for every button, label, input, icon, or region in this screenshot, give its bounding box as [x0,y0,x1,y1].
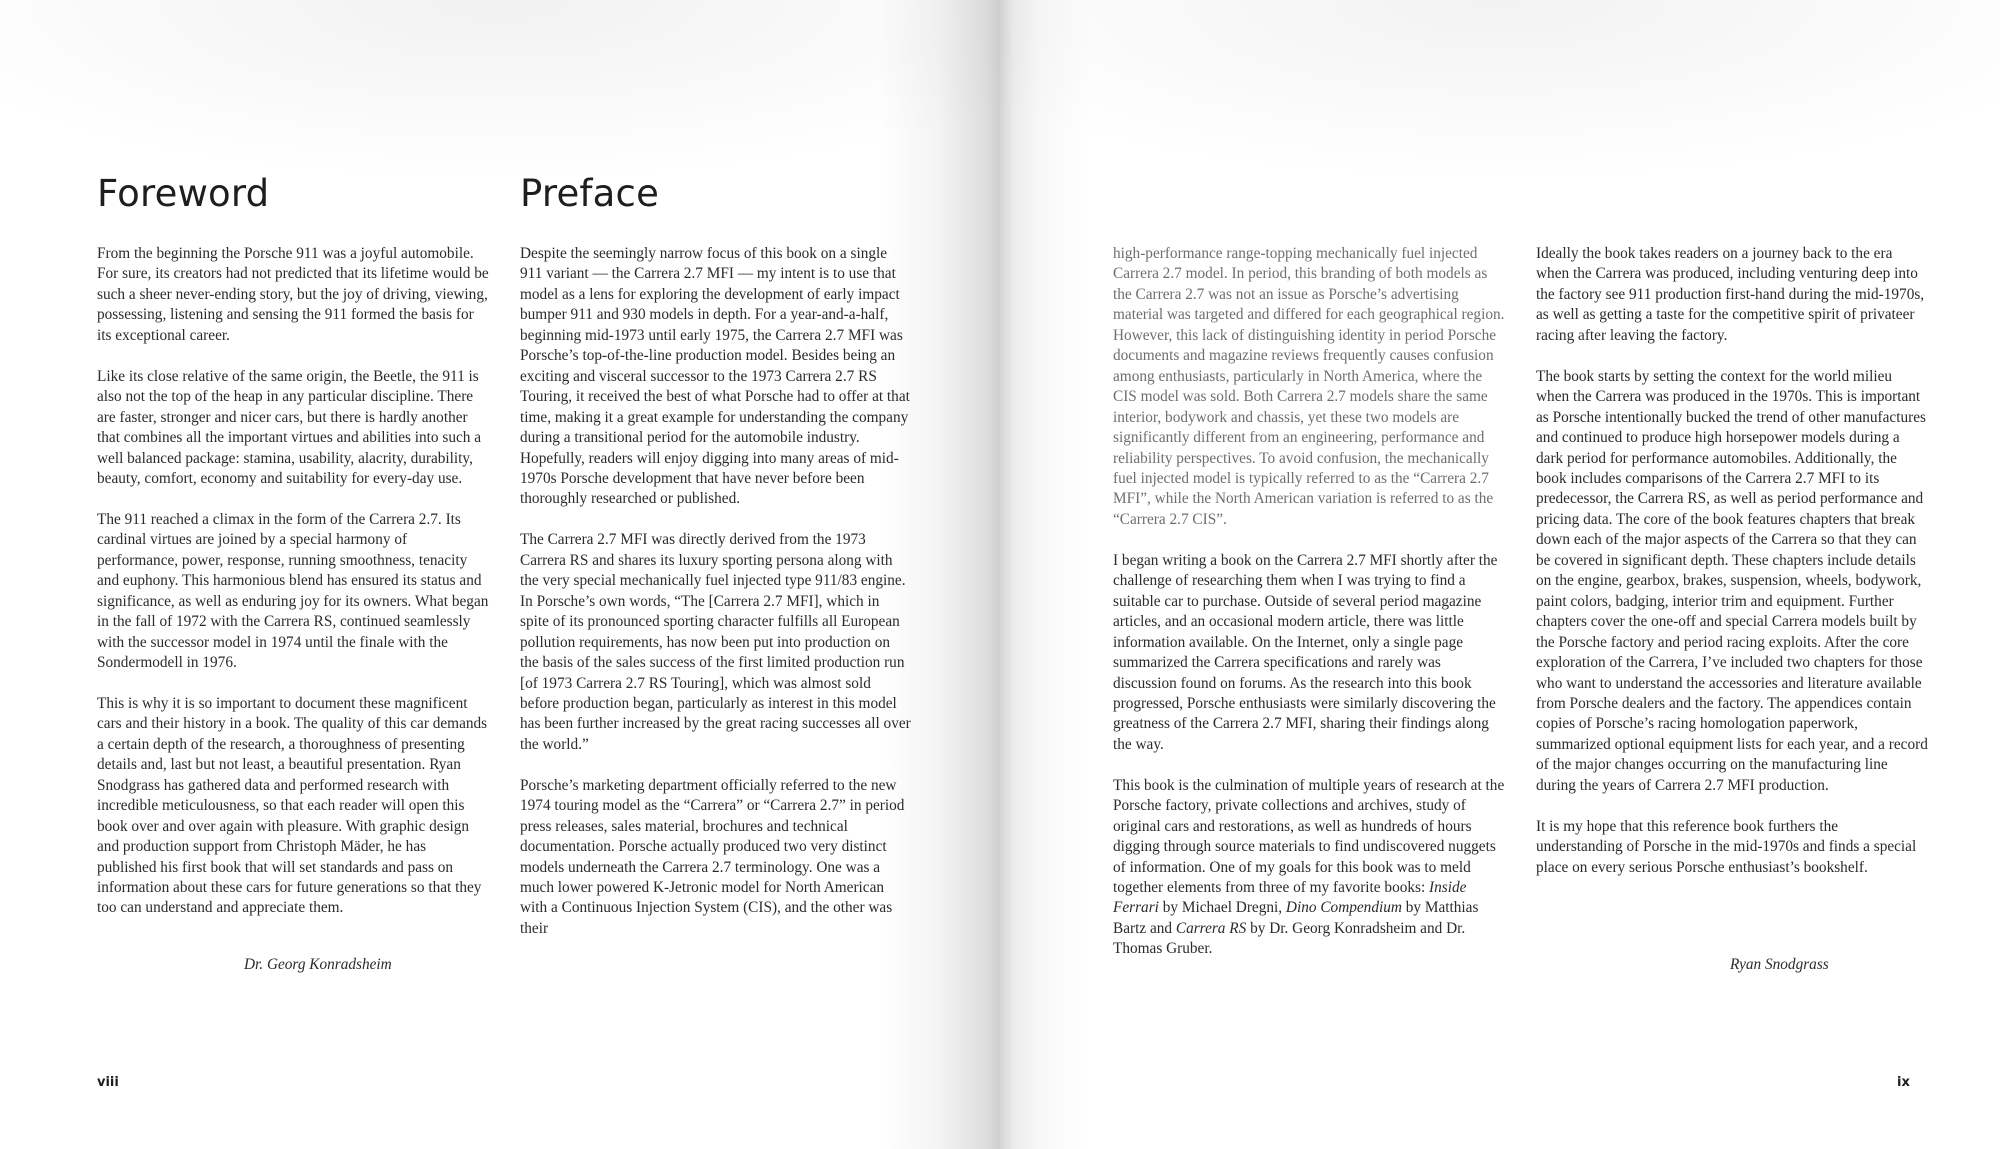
book-title: Dino Compendium [1285,899,1402,917]
preface-paragraph: I began writing a book on the Carrera 2.7 MFI shortly after the challenge of researching them when I was trying to find a suitable car to purchase. Outside of several period magazine articles, and an occasional modern article, there was little information available. On the Internet, only a single page summarized the Carrera specifications and rarely was discussion found on forums. As the research into this book progressed, Porsche enthusiasts were similarly discovering the greatness of the Carrera 2.7 MFI, sharing their findings along the way. [1113,551,1498,753]
foreword-body [97,244,489,919]
foreword-paragraph: This is why it is so important to document these magnificent cars and their history in a book. The quality of this car demands a certain depth of the research, a thoroughness of presenting details and, last but not least, a beautiful presentation. Ryan Snodgrass has gathered data and performed research with incredible meticulousness, so that each reader will open this book over and over again with pleasure. With graphic design and production support from Christoph Mäder, he has published his first book that will set standards and pass on information about these cars for future generations so that they too can understand and appreciate them. [97,694,488,917]
paragraph-text: by Matthias Bartz and [1113,899,1479,937]
preface-body-right-column-2 [1536,244,1928,878]
foreword-paragraph: From the beginning the Porsche 911 was a joyful automobile. For sure, its creators had not predicted that its lifetime would be such a sheer never-ending story, but the joy of driving, viewing, possessing, listening and sensing the 911 formed the basis for its exceptional career. [97,245,489,344]
preface-title: Preface [520,172,660,215]
preface-paragraph: It is my hope that this reference book furthers the understanding of Porsche in the mid-1970s and finds a special place on every serious Porsche enthusiast’s bookshelf. [1536,817,1917,876]
paragraph-text: by Dr. Georg Konradsheim and Dr. Thomas Gruber. [1113,919,1466,958]
foreword-signature: Dr. Georg Konradsheim [244,956,392,973]
foreword-title: Foreword [97,172,270,215]
right-page [1000,0,2000,1149]
preface-paragraph-with-book-titles [1113,776,1505,960]
paragraph-text: This book is the culmination of multiple years of research at the Porsche factory, private collections and archives, study of original cars and restorations, as well as hundreds of hours digging through source materials to find undiscovered nuggets of information. One of my goals for this book was to meld together elements from three of my favorite books: [1113,776,1505,897]
book-title: Inside Ferrari [1113,879,1467,917]
preface-paragraph: The Carrera 2.7 MFI was directly derived from the 1973 Carrera RS and shares its luxury sporting persona along with the very special mechanically fuel injected type 911/83 engine. In Porsche’s own words, “The [Carrera 2.7 MFI], which in spite of its pronounced sporting character fulfills all European pollution requirements, has now been put into production on the basis of the sales success of the first limited production run [of 1973 Carrera 2.7 RS Touring], which was almost sold before production began, particularly as interest in this model has been further increased by the great racing successes all over the world.” [520,531,911,753]
preface-paragraph: Ideally the book takes readers on a journey back to the era when the Carrera was produced, including venturing deep into the factory see 911 production first-hand during the mid-1970s, as well as getting a taste for the competitive spirit of privateer racing after leaving the factory. [1536,245,1925,344]
foreword-paragraph: The 911 reached a climax in the form of the Carrera 2.7. Its cardinal virtues are joined by a special harmony of performance, power, response, running smoothness, tenacity and euphony. This harmonious blend has ensured its status and significance, as well as enduring joy for its owners. What began in the fall of 1972 with the Carrera RS, continued seamlessly with the successor model in 1974 until the finale with the Sondermodell in 1976. [97,510,489,672]
preface-body-left [520,244,912,939]
preface-paragraph: The book starts by setting the context for the world milieu when the Carrera was produced in the 1970s. This is important as Porsche intentionally bucked the trend of other manufactures and continued to produce high horsepower models during a dark period for performance automobiles. Additionally, the book includes comparisons of the Carrera 2.7 MFI to its predecessor, the Carrera RS, as well as period performance and pricing data. The core of the book features chapters that break down each of the major aspects of the Carrera so that they can be covered in significant depth. These chapters include details on the engine, gearbox, brakes, suspension, wheels, bodywork, paint colors, badging, interior trim and equipment. Further chapters cover the one-off and special Carrera models built by the Porsche factory and period racing exploits. After the core exploration of the Carrera, I’ve included two chapters for those who want to understand the accessories and literature available from Porsche dealers and the factory. The appendices contain copies of Porsche’s racing homologation paperwork, summarized optional equipment lists for each year, and a record of the major changes occurring on the manufacturing line during the years of Carrera 2.7 MFI production. [1536,367,1928,794]
preface-paragraph: high-performance range-topping mechanically fuel injected Carrera 2.7 model. In period, this branding of both models as the Carrera 2.7 was not an issue as Porsche’s advertising material was targeted and differed for each geographical region. However, this lack of distinguishing identity in period Porsche documents and magazine reviews frequently causes confusion among enthusiasts, particularly in North America, where the CIS model was sold. Both Carrera 2.7 models share the same interior, bodywork and chassis, yet these two models are significantly different from an engineering, performance and reliability perspectives. To avoid confusion, the mechanically fuel injected model is typically referred to as the “Carrera 2.7 MFI”, while the North American variation is referred to as the “Carrera 2.7 CIS”. [1113,245,1505,528]
preface-paragraph: Porsche’s marketing department officially referred to the new 1974 touring model as the “Carrera” or “Carrera 2.7” in period press releases, sales material, brochures and technical documentation. Porsche actually produced two very distinct models underneath the Carrera 2.7 terminology. One was a much lower powered K-Jetronic model for North American with a Continuous Injection System (CIS), and the other was their [520,776,905,937]
preface-signature: Ryan Snodgrass [1730,956,1829,973]
book-title: Carrera RS [1175,919,1247,937]
page-number-left: viii [97,1075,119,1090]
page-number-right: ix [1897,1075,1910,1090]
foreword-paragraph: Like its close relative of the same origin, the Beetle, the 911 is also not the top of the heap in any particular discipline. There are faster, stronger and nicer cars, but there is hardly another that combines all the important virtues and abilities into such a well balanced package: stamina, usability, alacrity, durability, beauty, comfort, economy and suitability for every-day use. [97,367,482,487]
preface-body-right-column-1 [1113,244,1505,960]
paragraph-text: by Michael Dregni, [1158,899,1286,917]
preface-paragraph: Despite the seemingly narrow focus of this book on a single 911 variant — the Carrera 2.7 MFI — my intent is to use that model as a lens for exploring the development of early impact bumper 911 and 930 models in depth. For a year-and-a-half, beginning mid-1973 until early 1975, the Carrera 2.7 MFI was Porsche’s top-of-the-line production model. Besides being an exciting and visceral successor to the 1973 Carrera 2.7 RS Touring, it received the best of what Porsche had to offer at that time, making it a great example for understanding the company during a transitional period for the automobile industry. Hopefully, readers will enjoy digging into many areas of mid-1970s Porsche development that have never before been thoroughly researched or published. [520,245,910,508]
